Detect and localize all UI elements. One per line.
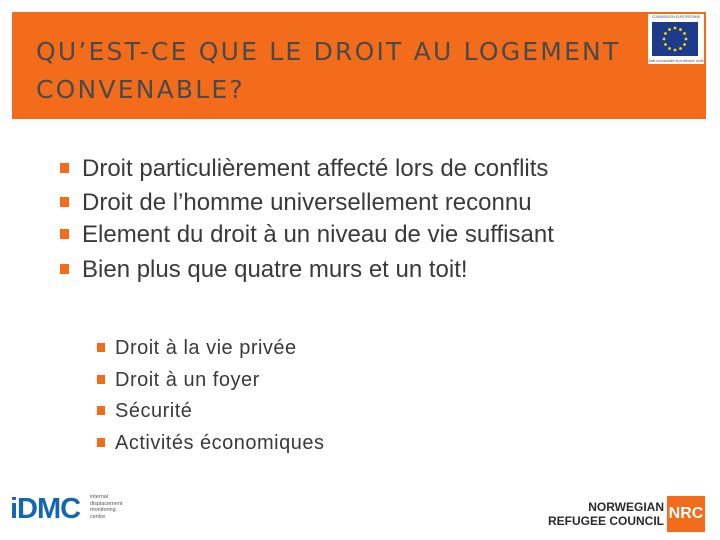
bullet-square-icon — [60, 264, 69, 274]
sub-bullet-item — [97, 428, 324, 460]
bullet-square-icon — [97, 406, 105, 415]
idmc-tagline-line: internal — [90, 494, 109, 500]
eu-logo-top-text: COMMISSION EUROPÉENNE — [651, 15, 701, 19]
eu-star-icon — [679, 47, 682, 50]
eu-star-icon — [668, 28, 671, 31]
idmc-tagline-line: monitoring — [90, 507, 116, 513]
eu-star-icon — [664, 43, 667, 46]
bullet-square-icon — [60, 229, 69, 239]
sub-bullet-text: Sécurité — [115, 400, 193, 422]
eu-star-icon — [663, 38, 666, 41]
sub-bullet-item — [97, 333, 324, 365]
sub-bullet-text: Activités économiques — [115, 431, 325, 454]
eu-logo-bottom-text: Aide humanitaire et protection civile — [648, 59, 704, 63]
idmc-tagline-line: centre — [90, 513, 106, 520]
bullet-text: Bien plus que quatre murs et un toit! — [82, 256, 468, 283]
idmc-tagline — [90, 494, 122, 520]
nrc-logo — [547, 496, 708, 534]
bullet-square-icon — [97, 438, 105, 447]
eu-star-icon — [685, 38, 688, 41]
sub-bullet-item — [97, 365, 324, 397]
idmc-logo-mark: iDMC — [10, 493, 81, 525]
title-line-1: QU’EST-CE QUE LE DROIT AU LOGEMENT — [36, 37, 621, 66]
slide-title — [36, 33, 620, 109]
sub-bullet-list — [97, 333, 324, 459]
bullet-text: Droit de l’homme universellement reconnu — [82, 189, 532, 216]
title-line-2: CONVENABLE? — [36, 75, 245, 104]
bullet-item — [60, 220, 562, 250]
nrc-badge: NRC — [667, 496, 705, 532]
eu-star-icon — [674, 27, 677, 30]
bullet-text: Element du droit à un niveau de vie suffisant — [82, 221, 554, 248]
bullet-square-icon — [97, 343, 105, 352]
eu-star-icon — [664, 32, 667, 35]
eu-flag-icon — [652, 22, 698, 56]
eu-star-icon — [683, 32, 686, 35]
bullet-item — [60, 152, 702, 186]
bullet-square-icon — [60, 197, 69, 207]
bullet-list — [60, 152, 702, 287]
nrc-name-line: REFUGEE COUNCIL — [547, 514, 664, 528]
eu-star-icon — [679, 28, 682, 31]
bullet-item — [60, 253, 702, 287]
bullet-item — [60, 186, 702, 220]
sub-bullet-text: Droit à la vie privée — [115, 337, 297, 359]
bullet-square-icon — [97, 375, 105, 384]
idmc-logo — [10, 492, 150, 526]
nrc-name — [548, 500, 664, 528]
eu-star-icon — [683, 43, 686, 46]
eu-logo — [648, 14, 704, 64]
idmc-tagline-line: displacement — [90, 500, 123, 507]
bullet-text: Droit particulièrement affecté lors de conflits — [82, 155, 549, 182]
sub-bullet-item — [97, 396, 324, 428]
sub-bullet-text: Droit à un foyer — [115, 368, 260, 391]
eu-star-icon — [674, 49, 677, 52]
bullet-square-icon — [60, 163, 69, 173]
nrc-name-line: NORWEGIAN — [588, 500, 664, 514]
eu-star-icon — [668, 47, 671, 50]
